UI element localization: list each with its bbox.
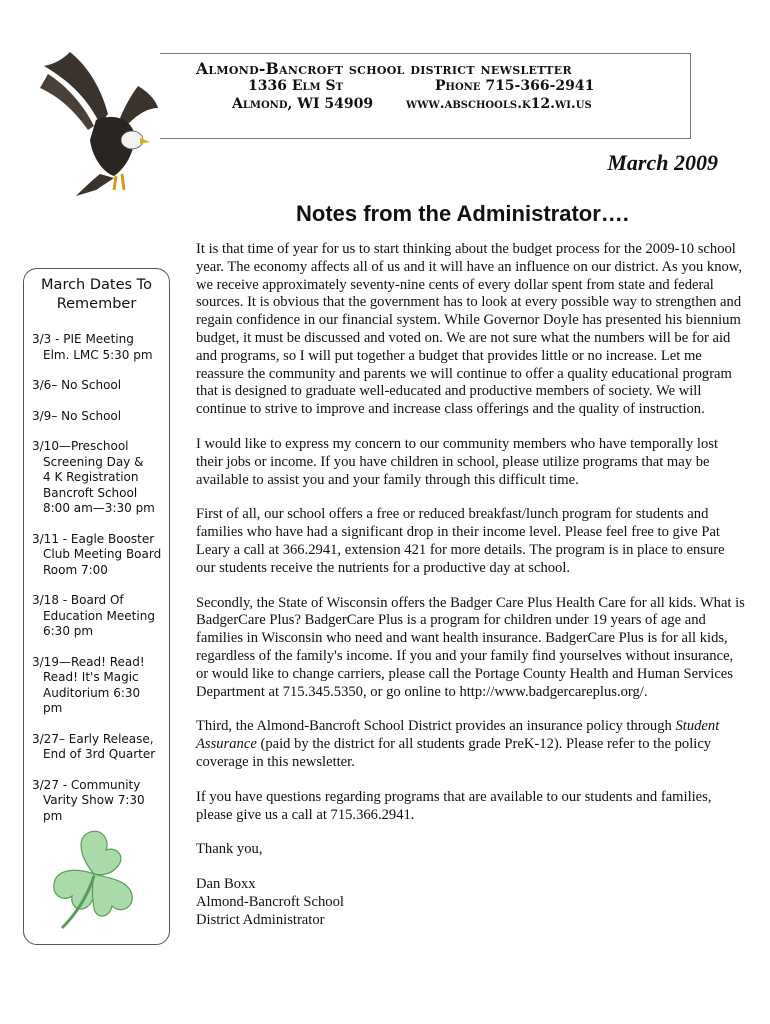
city-state-zip: Almond, WI 54909 (232, 96, 374, 112)
event-date-line: 3/10—Preschool (32, 439, 129, 453)
list-item (32, 778, 163, 825)
insurance-text-start: Third, the Almond-Bancroft School District provides an insurance policy through (196, 718, 676, 735)
paragraph-budget: It is that time of year for us to start thinking about the budget process for the 2009-10 school year. The economy affects all of us and it will have an influence on our district. As you know, we receive approximately seventy-nine cents of every dollar spent from state and federal sources. It is obvious that the government has to look at every possible way to strengthen and regain confidence in our financial system. While Governor Doyle has presented his biennium budget, it must be discussed and voted on. We are not sure what the numbers will be for aid and programs, so I will put together a budget that provides little or no increase. Let me reassure the community and parents we will continue to offer a quality educational program that is designed to graduate well-educated and productive members of society. We will continue to strive to improve and increase class offerings and the quality of instruction. (196, 241, 743, 418)
signature-block (196, 876, 746, 929)
paragraph-concern: I would like to express my concern to our community members who have temporally lost their jobs or income. If you have children in school, please utilize programs that may be available to assist you and your family through this difficult time. (196, 435, 719, 488)
closing: Thank you, (196, 841, 263, 858)
event-date-line: 3/6– No School (32, 378, 122, 392)
event-detail: Elm. LMC 5:30 pm (43, 347, 153, 362)
paragraph-lunch-program: First of all, our school offers a free or reduced breakfast/lunch program for students and families who have had a significant drop in their income level. Please feel free to give Pat Leary a call at 366.2941, extension 421 for more details. The program is in place to ensure our students receive the nutrients for a productive day at school. (196, 506, 725, 576)
website-link[interactable]: www.abschools.k12.wi.us (406, 96, 592, 112)
list-item (32, 378, 163, 394)
signature-name: Dan Boxx (196, 876, 256, 893)
list-item (32, 532, 163, 579)
phone-number: Phone 715-366-2941 (435, 78, 595, 94)
article-body (196, 241, 746, 947)
signature-title: District Administrator (196, 911, 325, 928)
event-detail: Club Meeting Board Room 7:00 (43, 547, 162, 577)
signature-org: Almond-Bancroft School (196, 893, 344, 910)
event-date-line: 3/27– Early Release, (32, 731, 154, 746)
paragraph-badgercare: Secondly, the State of Wisconsin offers the Badger Care Plus Health Care for all kids. What is BadgerCare Plus? BadgerCare Plus is a program for children under 19 years of age and families in Wisconsin who need and want health insurance. BadgerCare Plus is for all kids, regardless of the family's income. If you and your family find yourselves without insurance, or would like to change carriers, please call the Portage County Health and Human Services Department at 715.345.5350, or go online to http://www.badgercareplus.org/. (196, 594, 745, 700)
event-date-line: 3/27 - Community (32, 777, 141, 792)
issue-date: March 2009 (607, 150, 718, 175)
list-item (32, 409, 163, 425)
insurance-provider: Student Assurance (196, 718, 720, 753)
list-item (32, 732, 163, 763)
sidebar-title: March Dates To Remember (41, 277, 152, 312)
event-date-line: 3/19—Read! Read! (32, 654, 145, 669)
list-item (32, 655, 163, 717)
event-detail: Read! It's Magic Auditorium 6:30 pm (43, 670, 141, 715)
event-date-line: 3/18 - Board Of (32, 593, 124, 607)
newsletter-title: Almond-Bancroft school district newsletter (196, 59, 572, 78)
shamrock-icon (44, 824, 144, 934)
event-date-line: 3/3 - PIE Meeting (32, 332, 134, 346)
article-headline: Notes from the Administrator…. (296, 201, 629, 226)
insurance-text-end: (paid by the district for all students grade PreK-12). Please refer to the policy coverage in this newsletter. (196, 736, 712, 770)
list-item (32, 439, 163, 517)
paragraph-insurance (196, 718, 746, 771)
event-detail: Varity Show 7:30 pm (43, 793, 145, 823)
paragraph-questions: If you have questions regarding programs that are available to our students and families, please give us a call at 715.366.2941. (196, 788, 712, 823)
event-detail: Screening Day & 4 K Registration Bancroft School 8:00 am—3:30 pm (43, 454, 155, 515)
masthead (160, 53, 691, 139)
event-date-line: 3/9– No School (32, 408, 122, 423)
eagle-logo-icon (30, 44, 165, 199)
street-address: 1336 Elm St (248, 78, 344, 94)
list-item (32, 593, 163, 640)
event-detail: End of 3rd Quarter (43, 747, 156, 761)
list-item (32, 332, 163, 363)
event-detail: Education Meeting 6:30 pm (43, 608, 155, 638)
dates-sidebar (23, 268, 170, 945)
event-date-line: 3/11 - Eagle Booster (32, 531, 155, 546)
